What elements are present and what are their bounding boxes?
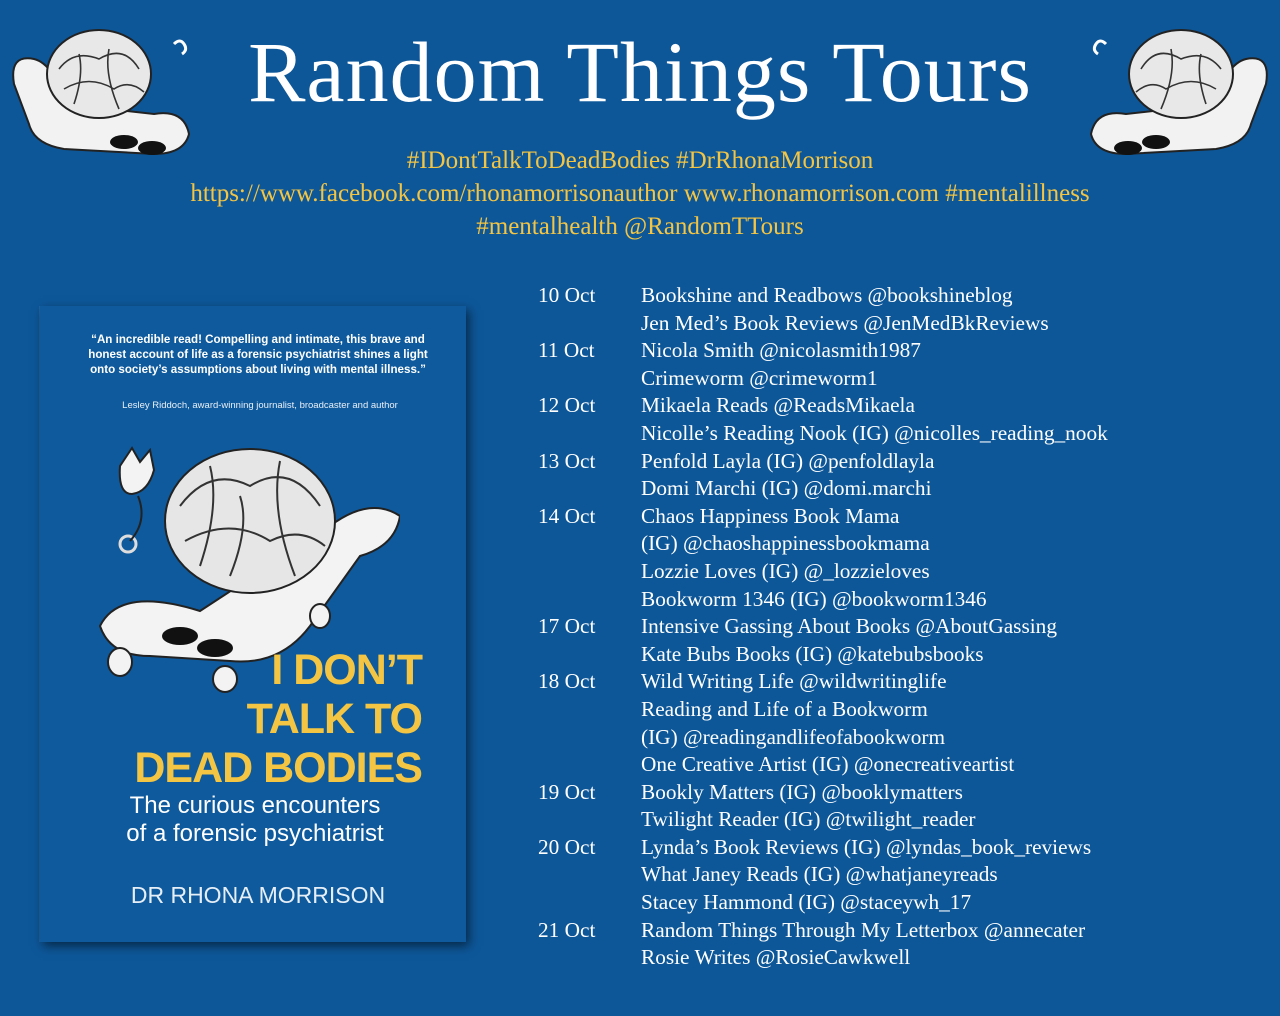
schedule-date: 19 Oct xyxy=(538,779,596,804)
blog-entry: Penfold Layla (IG) @penfoldlayla xyxy=(641,448,935,473)
book-subtitle-line: The curious encounters xyxy=(129,792,381,819)
schedule-day xyxy=(538,448,1238,503)
schedule-entries xyxy=(641,282,1238,337)
book-title-line: TALK TO xyxy=(246,695,422,743)
blog-entry: Nicolle’s Reading Nook (IG) @nicolles_reading_nook xyxy=(641,420,1108,445)
schedule-day xyxy=(538,392,1238,447)
page-title: Random Things Tours xyxy=(248,24,1032,120)
blog-entry: One Creative Artist (IG) @onecreativeartist xyxy=(641,752,1015,777)
blog-entry: Kate Bubs Books (IG) @katebubsbooks xyxy=(641,641,984,666)
schedule-date: 17 Oct xyxy=(538,614,596,639)
schedule-date: 10 Oct xyxy=(538,283,596,307)
cover-quote-attribution: Lesley Riddoch, award-winning journalist, broadcaster and author xyxy=(122,400,398,411)
hashtag-line: #mentalhealth @RandomTTours xyxy=(476,213,804,240)
hashtag-line: https://www.facebook.com/rhonamorrisonauthor www.rhonamorrison.com #mentalillness xyxy=(190,180,1090,207)
blog-entry: Jen Med’s Book Reviews @JenMedBkReviews xyxy=(641,310,1049,335)
blog-entry: Random Things Through My Letterbox @annecater xyxy=(641,917,1086,942)
schedule-entries xyxy=(641,448,1238,503)
blog-entry: Twilight Reader (IG) @twilight_reader xyxy=(641,807,976,832)
blog-entry: Bookshine and Readbows @bookshineblog xyxy=(641,283,1013,307)
book-subtitle xyxy=(60,792,450,848)
blog-entry: Mikaela Reads @ReadsMikaela xyxy=(641,393,915,418)
schedule-day xyxy=(538,282,1238,337)
schedule-day xyxy=(538,668,1238,778)
schedule-entries xyxy=(641,337,1238,392)
schedule-date: 13 Oct xyxy=(538,448,596,473)
book-subtitle-line: of a forensic psychiatrist xyxy=(126,820,384,847)
schedule-date: 14 Oct xyxy=(538,503,596,528)
blog-entry: What Janey Reads (IG) @whatjaneyreads xyxy=(641,862,998,887)
schedule-date: 18 Oct xyxy=(538,669,596,694)
book-title-line: I DON’T xyxy=(271,646,422,694)
tour-schedule xyxy=(538,282,1238,972)
schedule-entries xyxy=(641,917,1238,972)
blog-entry: Bookly Matters (IG) @booklymatters xyxy=(641,779,963,804)
book-author: DR RHONA MORRISON xyxy=(130,882,386,908)
book-title xyxy=(134,646,422,793)
blog-entry: Lynda’s Book Reviews (IG) @lyndas_book_reviews xyxy=(641,834,1092,859)
schedule-date: 11 Oct xyxy=(538,338,595,363)
blog-entry: Nicola Smith @nicolasmith1987 xyxy=(641,338,921,363)
schedule-day xyxy=(538,337,1238,392)
blog-entry: Bookworm 1346 (IG) @bookworm1346 xyxy=(641,586,987,611)
blog-entry: Rosie Writes @RosieCawkwell xyxy=(641,945,911,970)
schedule-day xyxy=(538,917,1238,972)
schedule-entries xyxy=(641,779,1238,834)
hashtags xyxy=(90,144,1190,243)
schedule-day xyxy=(538,779,1238,834)
book-title-line: DEAD BODIES xyxy=(134,744,422,792)
blog-entry: Chaos Happiness Book Mama xyxy=(641,503,900,528)
blog-entry: Lozzie Loves (IG) @_lozzieloves xyxy=(641,558,930,583)
schedule-date: 21 Oct xyxy=(538,917,596,942)
schedule-day xyxy=(538,613,1238,668)
schedule-entries xyxy=(641,834,1238,917)
cover-quote: “An incredible read! Compelling and intimate, this brave and honest account of life as a forensic psychiatrist shines a light onto society’s assumptions about living with mental illness.” xyxy=(88,333,428,376)
schedule-entries xyxy=(641,503,1238,613)
schedule-date: 20 Oct xyxy=(538,834,596,859)
blog-entry: Domi Marchi (IG) @domi.marchi xyxy=(641,476,932,501)
blog-entry: Wild Writing Life @wildwritinglife xyxy=(641,669,947,694)
book-cover xyxy=(40,306,466,942)
schedule-entries xyxy=(641,392,1238,447)
schedule-day xyxy=(538,834,1238,917)
schedule-day xyxy=(538,503,1238,613)
schedule-entries xyxy=(641,668,1238,778)
hashtag-line: #IDontTalkToDeadBodies #DrRhonaMorrison xyxy=(406,147,874,174)
blog-entry: Stacey Hammond (IG) @staceywh_17 xyxy=(641,890,972,915)
schedule-date: 12 Oct xyxy=(538,393,596,418)
blog-entry: (IG) @chaoshappinessbookmama xyxy=(641,531,930,556)
schedule-entries xyxy=(641,613,1238,668)
blog-entry: Crimeworm @crimeworm1 xyxy=(641,365,878,390)
blog-entry: (IG) @readingandlifeofabookworm xyxy=(641,724,946,749)
blog-entry: Reading and Life of a Bookworm xyxy=(641,696,928,721)
blog-entry: Intensive Gassing About Books @AboutGassing xyxy=(641,614,1057,639)
